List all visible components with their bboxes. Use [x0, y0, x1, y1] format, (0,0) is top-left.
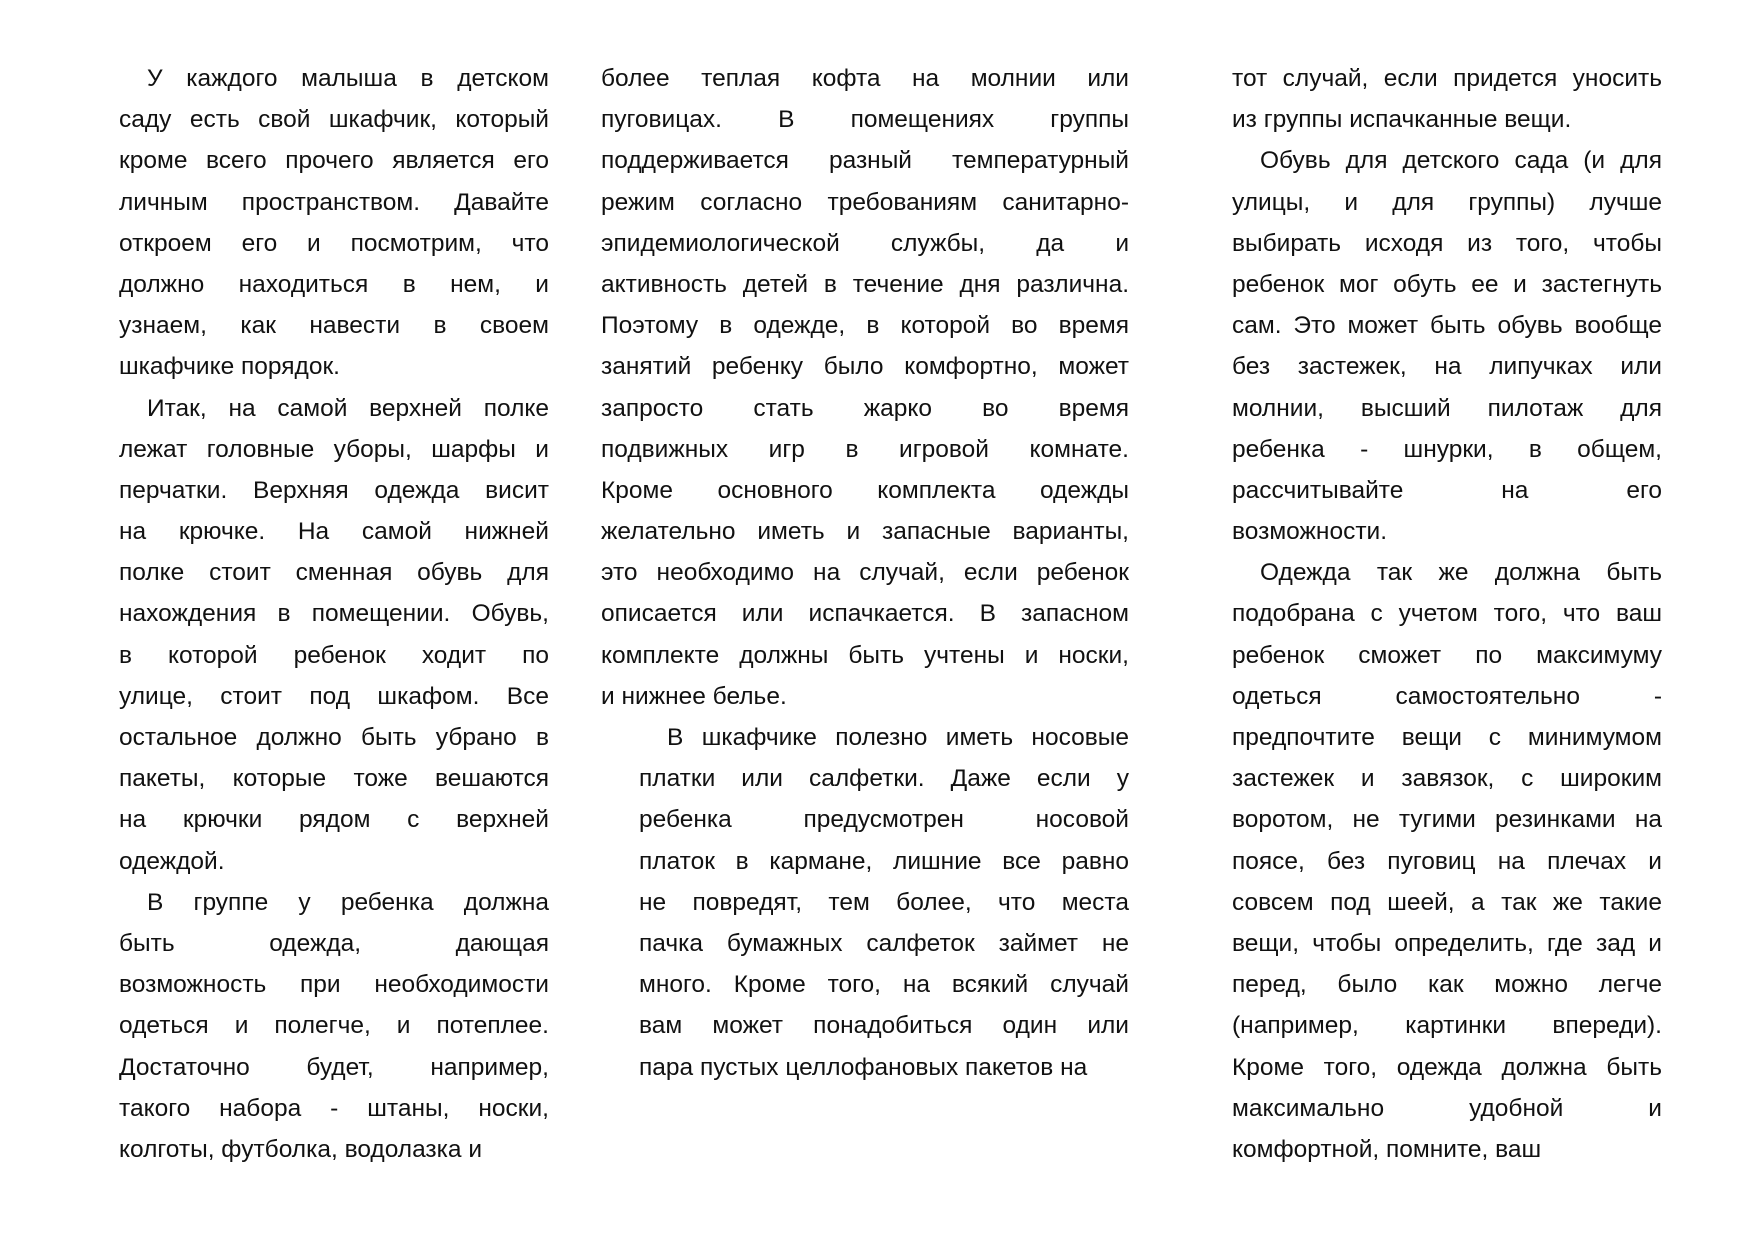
text-line: В группе у ребенка должна [147, 888, 549, 916]
text-column-1 [119, 58, 549, 1170]
text-line: не повредят, тем более, что места [639, 888, 1129, 916]
text-line: пачка бумажных салфеток займет не [639, 929, 1129, 957]
text-line: остальное должно быть убрано в [119, 724, 549, 751]
text-line: Кроме того, одежда должна быть [1232, 1053, 1662, 1081]
text-line: ребенка - шнурки, в общем, [1232, 435, 1662, 463]
text-column-2 [601, 58, 1129, 1088]
text-line: на крючке. На самой нижней [119, 518, 549, 546]
text-line: улицы, и для группы) лучше [1232, 188, 1662, 216]
text-line: пакеты, которые тоже вешаются [119, 765, 549, 793]
text-line: активность детей в течение дня различна. [601, 270, 1129, 298]
text-line: кроме всего прочего является его [119, 147, 549, 175]
text-line: Обувь для детского сада (и для [1260, 147, 1662, 175]
text-line: возможность при необходимости [119, 971, 549, 999]
text-line: режим согласно требованиям санитарно- [601, 188, 1129, 216]
text-line: Достаточно будет, например, [119, 1053, 549, 1081]
text-line: вещи, чтобы определить, где зад и [1232, 929, 1662, 957]
text-line: сам. Это может быть обувь вообще [1232, 312, 1662, 340]
text-line: желательно иметь и запасные варианты, [601, 518, 1129, 546]
text-line: пара пустых целлофановых пакетов на [639, 1053, 1088, 1081]
text-line: комплекте должны быть учтены и носки, [601, 641, 1129, 669]
text-line: рассчитывайте на его [1232, 476, 1662, 504]
text-line: подобрана с учетом того, что ваш [1232, 600, 1662, 628]
text-line: эпидемиологической службы, да и [601, 229, 1129, 257]
text-line: поясе, без пуговиц на плечах и [1232, 847, 1662, 875]
text-line: Одежда так же должна быть [1260, 559, 1662, 587]
text-line: тот случай, если придется уносить [1232, 65, 1662, 92]
text-line: быть одежда, дающая [119, 929, 549, 957]
text-line: это необходимо на случай, если ребенок [601, 559, 1129, 587]
text-line: вам может понадобиться один или [639, 1012, 1129, 1040]
text-line: возможности. [1232, 518, 1388, 546]
text-line: платки или салфетки. Даже если у [639, 765, 1129, 793]
text-line: У каждого малыша в детском [147, 65, 549, 92]
text-line: должно находиться в нем, и [119, 270, 549, 298]
text-line: узнаем, как навести в своем [119, 312, 549, 340]
text-column-3 [1232, 58, 1662, 1170]
text-line: совсем под шеей, а так же такие [1232, 888, 1662, 916]
text-line: без застежек, на липучках или [1232, 353, 1662, 381]
text-line: комфортной, помните, ваш [1232, 1135, 1542, 1163]
text-line: откроем его и посмотрим, что [119, 229, 549, 257]
text-line: предпочтите вещи с минимумом [1232, 724, 1662, 751]
text-line: на крючки рядом с верхней [119, 806, 549, 834]
text-line: одеться и полегче, и потеплее. [119, 1012, 549, 1040]
text-line: застежек и завязок, с широким [1232, 765, 1662, 793]
text-line: перед, было как можно легче [1232, 971, 1662, 999]
text-line: (например, картинки впереди). [1232, 1012, 1662, 1040]
text-line: Кроме основного комплекта одежды [601, 476, 1129, 504]
text-line: саду есть свой шкафчик, который [119, 106, 549, 134]
text-line: выбирать исходя из того, чтобы [1232, 229, 1662, 257]
text-line: колготы, футболка, водолазка и [119, 1135, 483, 1163]
text-line: одеться самостоятельно - [1232, 682, 1662, 710]
text-line: ребенок мог обуть ее и застегнуть [1232, 270, 1662, 298]
text-line: поддерживается разный температурный [601, 147, 1129, 175]
text-line: запросто стать жарко во время [601, 394, 1129, 422]
text-line: из группы испачканные вещи. [1232, 106, 1572, 134]
text-line: описается или испачкается. В запасном [601, 600, 1129, 628]
text-line: ребенка предусмотрен носовой [639, 806, 1129, 834]
text-line: молнии, высший пилотаж для [1232, 394, 1662, 422]
text-line: платок в кармане, лишние все равно [639, 847, 1129, 875]
text-line: Итак, на самой верхней полке [147, 394, 549, 422]
text-line: лежат головные уборы, шарфы и [119, 435, 549, 463]
text-line: максимально удобной и [1232, 1094, 1662, 1122]
text-line: шкафчике порядок. [119, 353, 340, 381]
text-line: ребенок сможет по максимуму [1232, 641, 1662, 669]
text-line: пуговицах. В помещениях группы [601, 106, 1129, 134]
text-line: занятий ребенку было комфортно, может [601, 353, 1129, 381]
text-line: перчатки. Верхняя одежда висит [119, 476, 549, 504]
text-line: и нижнее белье. [601, 682, 787, 710]
text-line: нахождения в помещении. Обувь, [119, 600, 549, 628]
text-line: личным пространством. Давайте [119, 188, 549, 216]
text-line: В шкафчике полезно иметь носовые [667, 724, 1129, 751]
text-line: воротом, не тугими резинками на [1232, 806, 1662, 834]
text-line: Поэтому в одежде, в которой во время [601, 312, 1129, 340]
text-line: в которой ребенок ходит по [119, 641, 549, 669]
text-line: одеждой. [119, 847, 225, 875]
text-line: полке стоит сменная обувь для [119, 559, 549, 587]
text-line: такого набора - штаны, носки, [119, 1094, 549, 1122]
text-line: подвижных игр в игровой комнате. [601, 435, 1129, 463]
text-line: улице, стоит под шкафом. Все [119, 682, 549, 710]
text-line: много. Кроме того, на всякий случай [639, 971, 1129, 999]
text-line: более теплая кофта на молнии или [601, 65, 1129, 92]
